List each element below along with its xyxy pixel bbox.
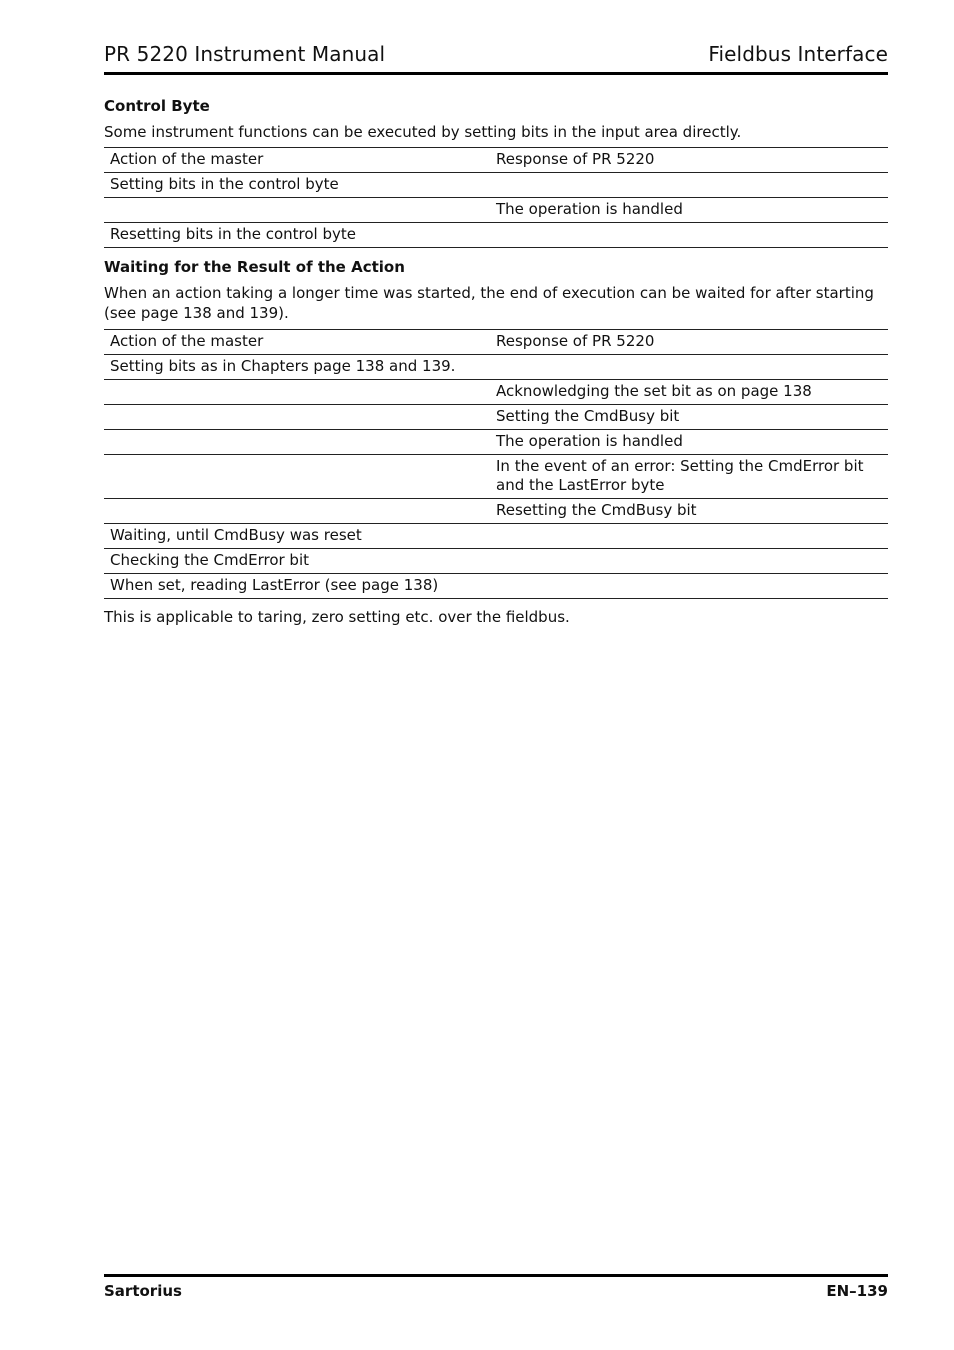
waiting-outro: This is applicable to taring, zero setting etc. over the fieldbus. [104,608,570,626]
header-response: Response of PR 5220 [490,330,888,355]
table-row [104,574,888,599]
cell-response: Acknowledging the set bit as on page 138 [490,380,888,405]
waiting-intro: When an action taking a longer time was started, the end of execution can be waited for after starting (see page 138 and 139). [104,284,874,322]
section-title: Fieldbus Interface [708,42,888,66]
table-row [104,549,888,574]
page-header [104,40,888,75]
cell-response [490,223,888,248]
table-header-row [104,148,888,173]
cell-response: The operation is handled [490,198,888,223]
cell-action [104,380,490,405]
cell-response [490,574,888,599]
header-action: Action of the master [104,330,490,355]
cell-action: Resetting bits in the control byte [104,223,490,248]
cell-action [104,198,490,223]
cell-action: Setting bits as in Chapters page 138 and 139. [104,355,490,380]
table-row [104,380,888,405]
table-row [104,173,888,198]
cell-response [490,173,888,198]
cell-action [104,455,490,499]
cell-response [490,355,888,380]
page-content [104,96,888,627]
cell-response: In the event of an error: Setting the CmdError bit and the LastError byte [490,455,888,499]
cell-action: Setting bits in the control byte [104,173,490,198]
header-response: Response of PR 5220 [490,148,888,173]
control-byte-heading: Control Byte [104,97,210,115]
table-header-row [104,330,888,355]
table-row [104,405,888,430]
table-row [104,499,888,524]
cell-action [104,499,490,524]
manual-title: PR 5220 Instrument Manual [104,42,386,66]
control-byte-intro: Some instrument functions can be executed by setting bits in the input area directly. [104,123,742,141]
table-row [104,524,888,549]
table-row [104,455,888,499]
table-row [104,355,888,380]
cell-action [104,405,490,430]
control-byte-table [104,147,888,248]
cell-action: Waiting, until CmdBusy was reset [104,524,490,549]
cell-response [490,549,888,574]
table-row [104,430,888,455]
cell-response: Resetting the CmdBusy bit [490,499,888,524]
page-number: EN–139 [826,1282,888,1300]
company-name: Sartorius [104,1282,182,1300]
page-footer [104,1274,888,1301]
table-row [104,223,888,248]
table-row [104,198,888,223]
cell-action: Checking the CmdError bit [104,549,490,574]
waiting-table [104,329,888,599]
header-action: Action of the master [104,148,490,173]
cell-response: Setting the CmdBusy bit [490,405,888,430]
cell-action: When set, reading LastError (see page 138) [104,574,490,599]
cell-response [490,524,888,549]
cell-response: The operation is handled [490,430,888,455]
cell-action [104,430,490,455]
waiting-heading: Waiting for the Result of the Action [104,258,405,276]
